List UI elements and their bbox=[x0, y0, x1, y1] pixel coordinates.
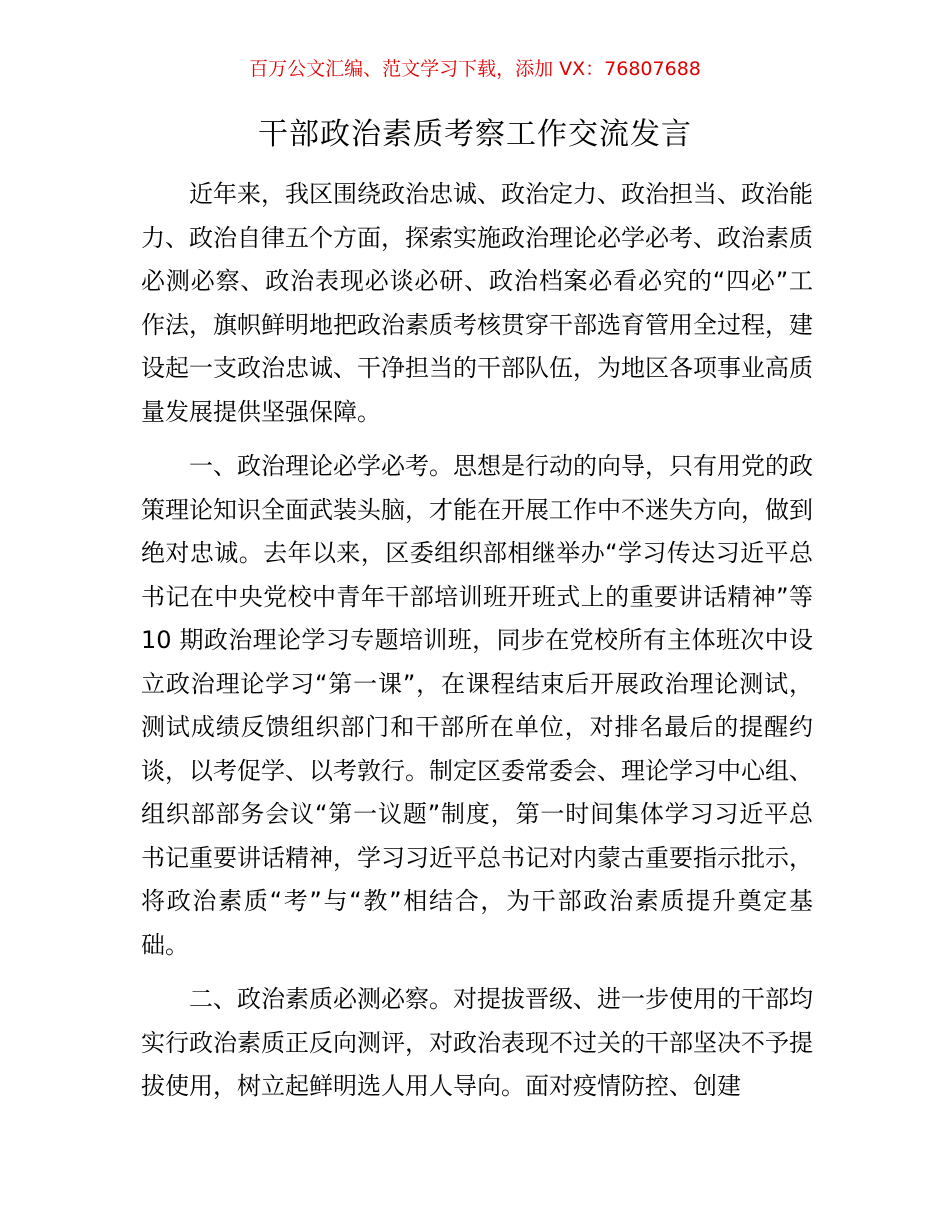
document-title: 干部政治素质考察工作交流发言 bbox=[258, 117, 692, 152]
document-body bbox=[141, 173, 813, 1120]
paragraph-section-1: 一、政治理论必学必考。思想是行动的向导，只有用党的政策理论知识全面武装头脑，才能在开展工作中不迷失方向，做到绝对忠诚。去年以来，区委组织部相继举办“学习传达习近平总书记在中央党校中青年干部培训班开班式上的重要讲话精神”等 10 期政治理论学习专题培训班，同步在党校所有主体班次中设立政治理论学习“第一课”，在课程结束后开展政治理论测试，测试成绩反馈组织部门和干部所在单位，对排名最后的提醒约谈，以考促学、以考敦行。制定区委常委会、理论学习中心组、组织部部务会议“第一议题”制度，第一时间集体学习习近平总书记重要讲话精神，学习习近平总书记对内蒙古重要指示批示，将政治素质“考”与“教”相结合，为干部政治素质提升奠定基础。 bbox=[141, 452, 813, 959]
watermark-header: 百万公文汇编、范文学习下载，添加 VX：76807688 bbox=[249, 58, 701, 80]
paragraph-section-2: 二、政治素质必测必察。对提拔晋级、进一步使用的干部均实行政治素质正反向测评，对政治表现不过关的干部坚决不予提拔使用，树立起鲜明选人用人导向。面对疫情防控、创建 bbox=[141, 985, 813, 1100]
paragraph-intro: 近年来，我区围绕政治忠诚、政治定力、政治担当、政治能力、政治自律五个方面，探索实施政治理论必学必考、政治素质必测必察、政治表现必谈必研、政治档案必看必究的“四必”工作法，旗帜鲜明地把政治素质考核贯穿干部选育管用全过程，建设起一支政治忠诚、干净担当的干部队伍，为地区各项事业高质量发展提供坚强保障。 bbox=[141, 180, 813, 426]
